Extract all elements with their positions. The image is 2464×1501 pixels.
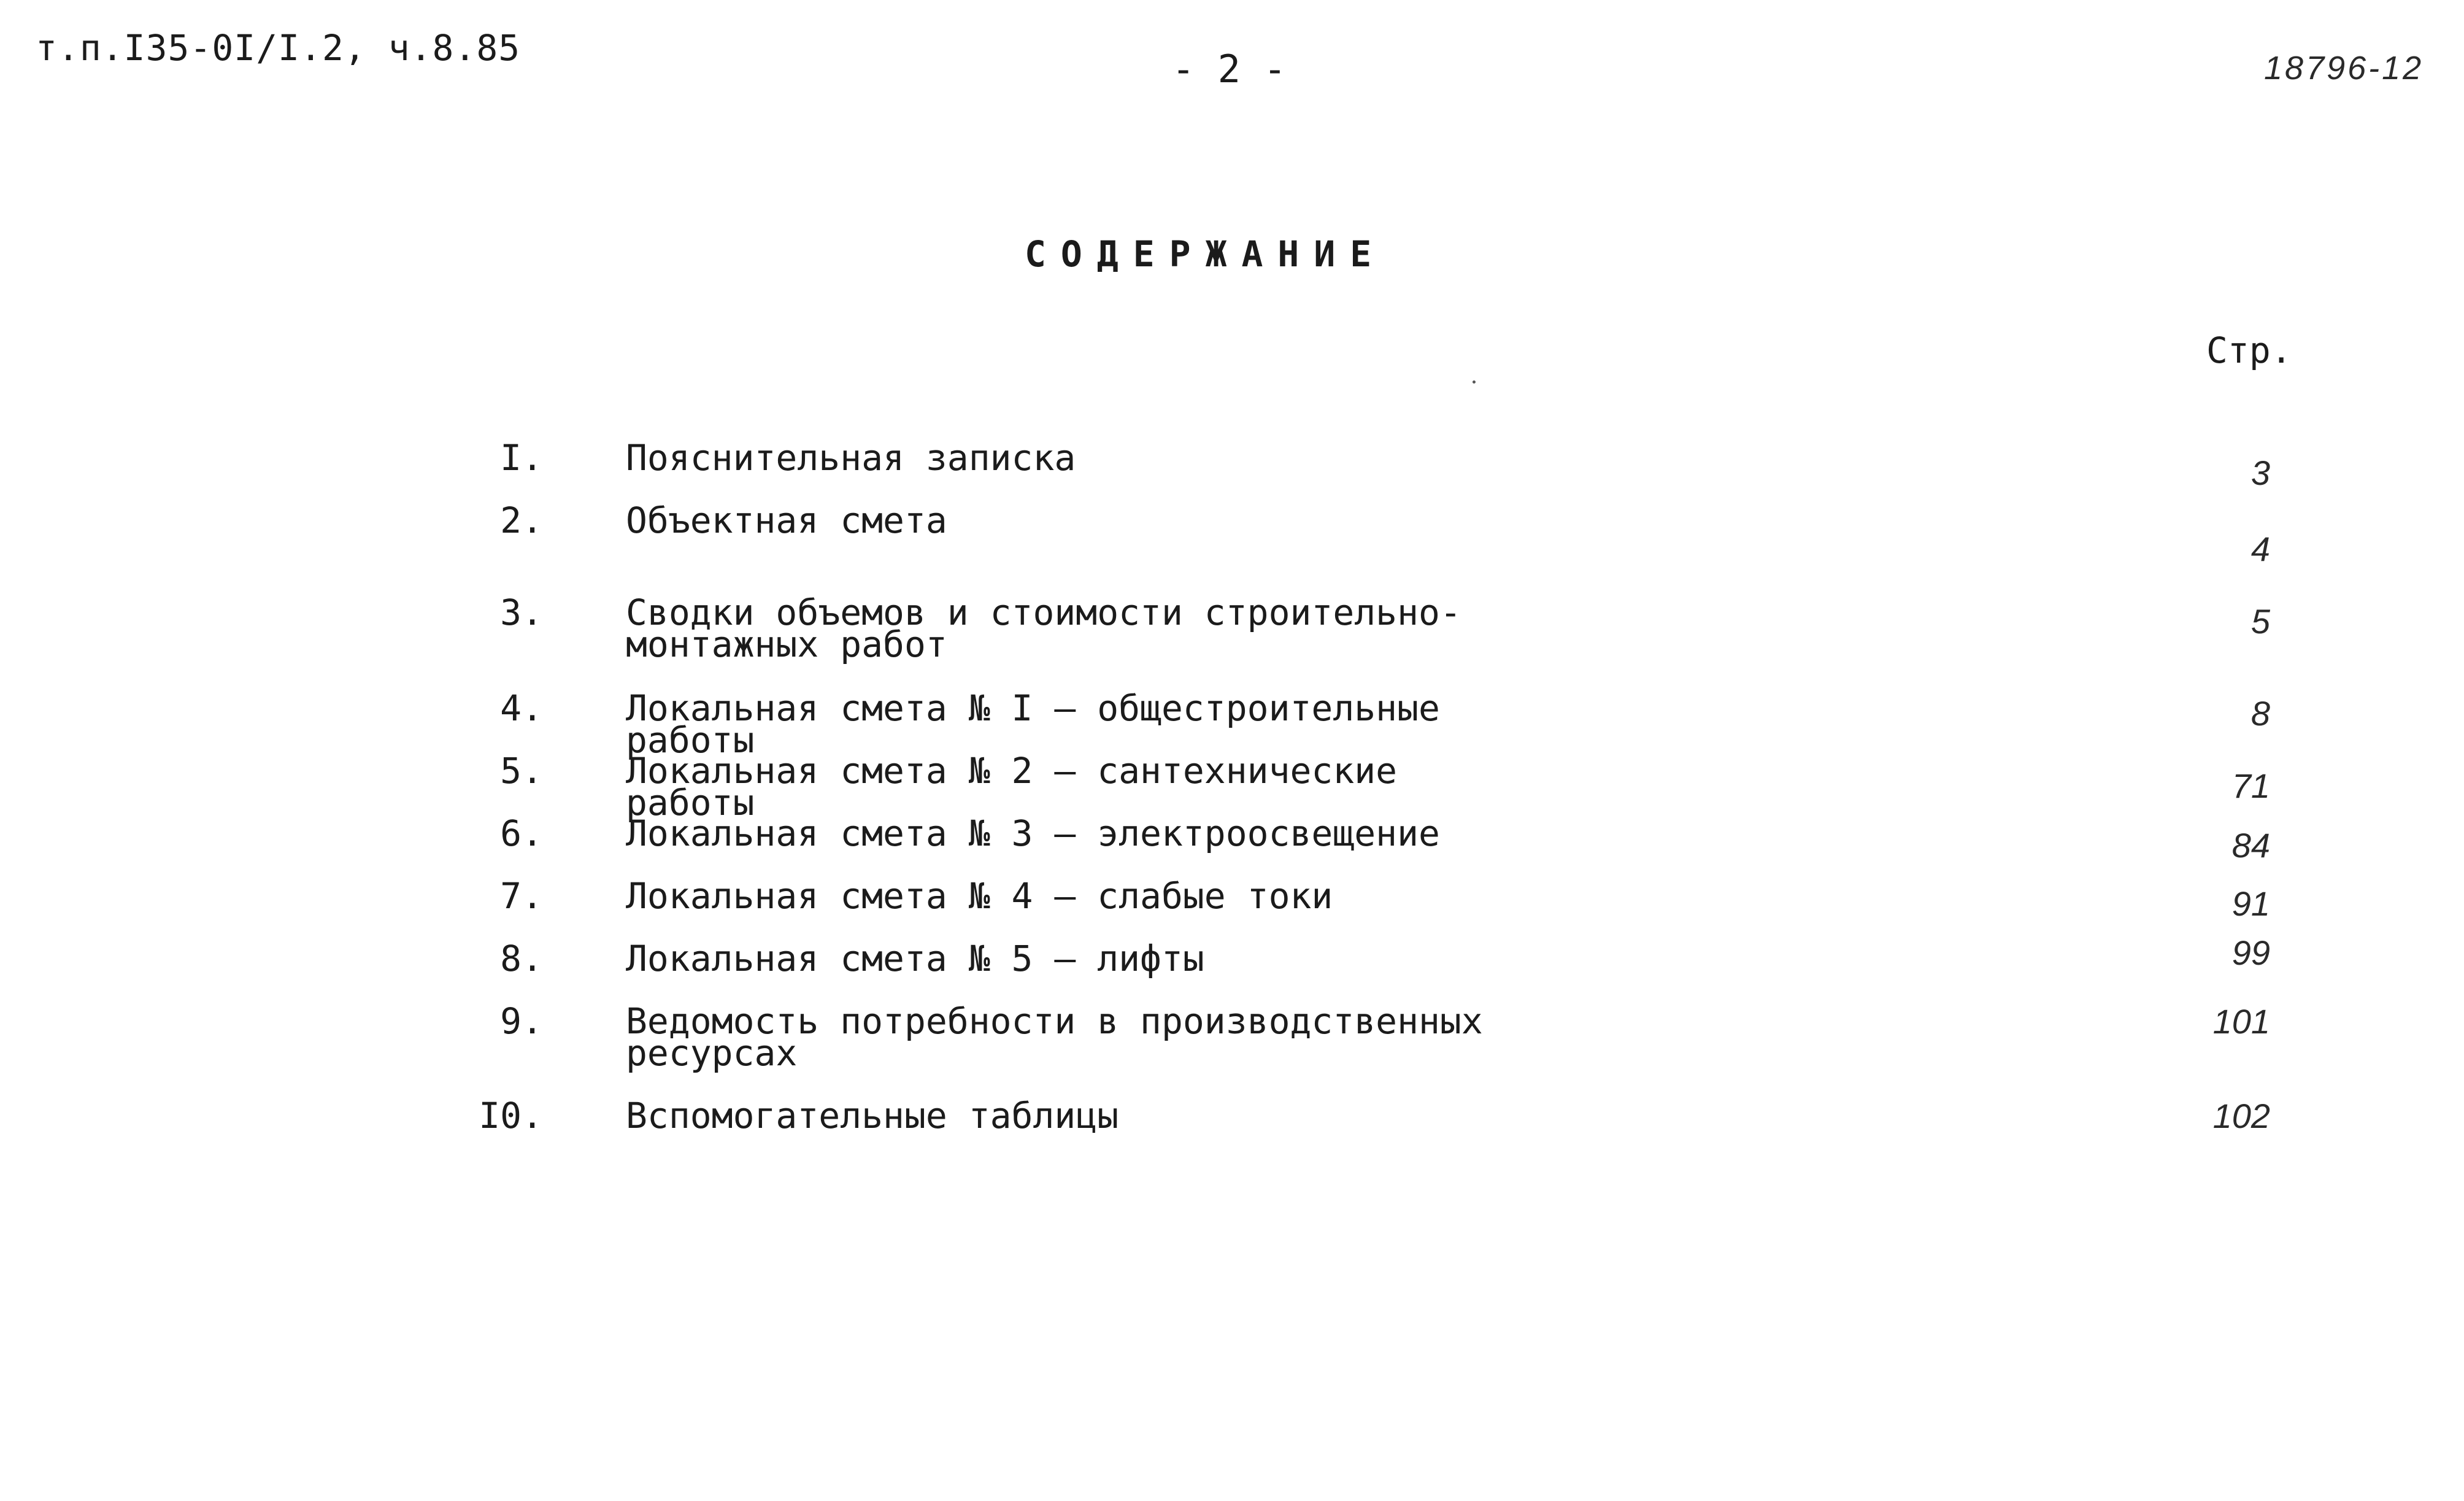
toc-item-page: 8 <box>2250 694 2270 733</box>
toc-item-number: 9. <box>500 1000 543 1042</box>
toc-item-text: Пояснительная записка <box>626 437 1076 479</box>
toc-item-text: Ведомость потребности в производственных ресурсах <box>626 1000 1483 1074</box>
toc-item-text: Локальная смета № 5 – лифты <box>626 938 1204 979</box>
toc-item-number: 2. <box>500 500 543 541</box>
toc-item-number: 5. <box>500 750 543 792</box>
toc-item-number: 7. <box>500 875 543 917</box>
toc-item-page: 84 <box>2231 826 2270 865</box>
toc-item-page: 71 <box>2231 766 2270 805</box>
toc-item-number: 3. <box>500 592 543 633</box>
scan-speck <box>1473 380 1476 384</box>
toc-title: СОДЕРЖАНИЕ <box>1025 233 1387 275</box>
toc-item-number: 4. <box>500 687 543 729</box>
toc-item-text: Локальная смета № 2 – сантехнические работы <box>626 750 1398 824</box>
toc-item-page: 101 <box>2212 1002 2270 1041</box>
toc-item-page: 99 <box>2231 933 2270 972</box>
toc-item-page: 5 <box>2250 602 2270 641</box>
page-number: - 2 - <box>1172 47 1287 91</box>
doc-code: т.п.I35-0I/I.2, ч.8.85 <box>36 27 521 69</box>
toc-item-number: I. <box>500 437 543 479</box>
toc-item-text: Локальная смета № 3 – электроосвещение <box>626 812 1440 854</box>
toc-item-page: 4 <box>2250 530 2270 568</box>
toc-item-number: 8. <box>500 938 543 979</box>
toc-item-page: 91 <box>2231 884 2270 923</box>
toc-item-page: 3 <box>2250 453 2270 492</box>
toc-item-number: I0. <box>479 1095 543 1136</box>
toc-item-text: Вспомогательные таблицы <box>626 1095 1119 1136</box>
toc-item-page: 102 <box>2212 1097 2270 1135</box>
archive-number: 18796-12 <box>2264 50 2424 87</box>
toc-item-text: Объектная смета <box>626 500 947 541</box>
toc-item-text: Локальная смета № I – общестроительные работы <box>626 687 1440 761</box>
page-column-label: Стр. <box>2206 330 2292 371</box>
toc-item-text: Сводки объемов и стоимости строительно- монтажных работ <box>626 592 1461 665</box>
toc-item-text: Локальная смета № 4 – слабые токи <box>626 875 1333 917</box>
toc-item-number: 6. <box>500 812 543 854</box>
